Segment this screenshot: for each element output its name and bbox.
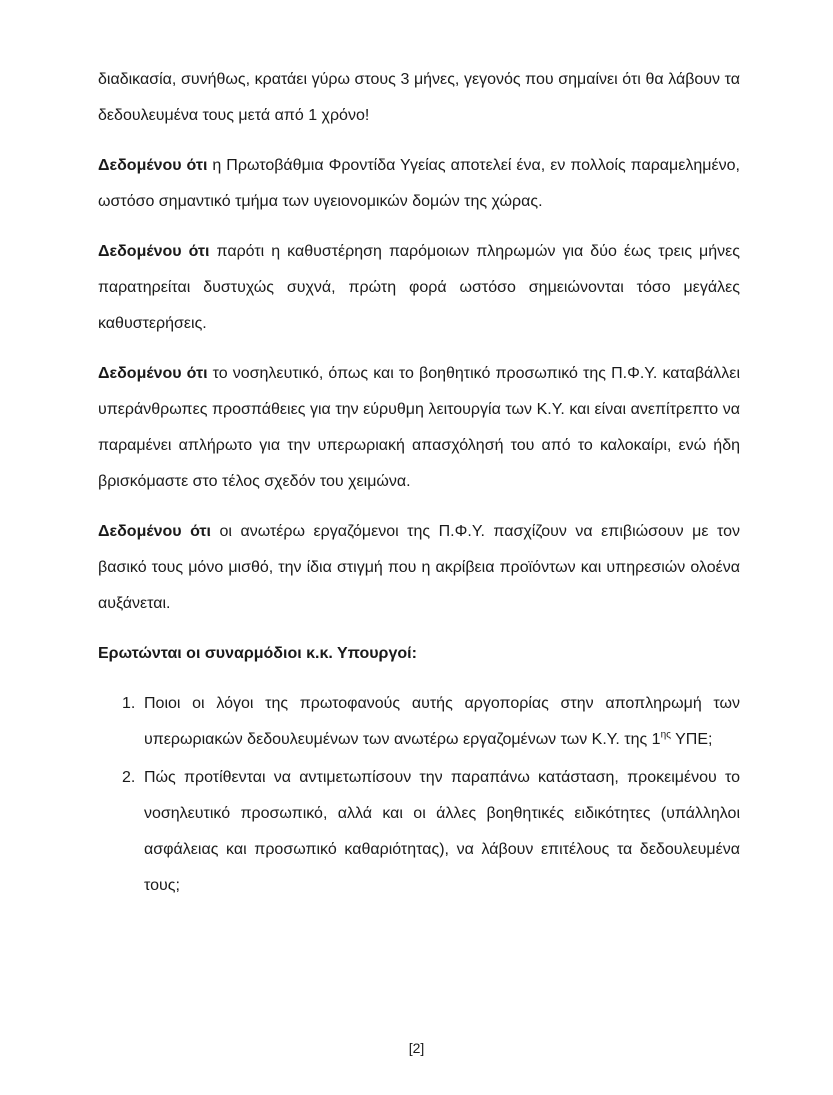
paragraph-staff-efforts (98, 356, 740, 500)
question-text-end: ΥΠΕ; (670, 731, 713, 748)
paragraph-text: οι ανωτέρω εργαζόμενοι της Π.Φ.Υ. πασχίζουν να επιβιώσουν με τον βασικό τους μόνο μισθό, την ίδια στιγμή που η ακρίβεια προϊόντων και υπηρεσιών ολοένα αυξάνεται. (98, 523, 741, 612)
paragraph-cost-of-living (98, 514, 740, 622)
paragraph-lead: Δεδομένου ότι (98, 243, 210, 260)
ordinal-superscript: ης (660, 729, 671, 741)
paragraph-lead: Δεδομένου ότι (98, 157, 208, 174)
question-number: 1. (122, 695, 136, 712)
questions-heading: Ερωτώνται οι συναρμόδιοι κ.κ. Υπουργοί: (98, 645, 417, 662)
question-text: Πώς προτίθενται να αντιμετωπίσουν την παραπάνω κατάσταση, προκειμένου το νοσηλευτικό προσωπικό, αλλά και οι άλλες βοηθητικές ειδικότητες (υπάλληλοι ασφάλειας και προσωπικό καθαριότητας), να λάβουν επιτέλους τα δεδουλευμένα τους; (144, 769, 740, 894)
document-body (98, 62, 740, 906)
opening-text: διαδικασία, συνήθως, κρατάει γύρω στους 3 μήνες, γεγονός που σημαίνει ότι θα λάβουν τα δεδουλευμένα τους μετά από 1 χρόνο! (98, 71, 740, 124)
paragraph-payment-delays (98, 234, 740, 342)
question-item-1 (98, 686, 740, 758)
question-number: 2. (122, 769, 136, 786)
paragraph-text: το νοσηλευτικό, όπως και το βοηθητικό προσωπικό της Π.Φ.Υ. καταβάλλει υπεράνθρωπες προσπάθειες για την εύρυθμη λειτουργία των Κ.Υ. και είναι ανεπίτρεπτο να παραμένει απλήρωτο για την υπερωριακή απασχόλησή του από το καλοκαίρι, ενώ ήδη βρισκόμαστε στο τέλος σχεδόν του χειμώνα. (98, 365, 740, 490)
paragraph-lead: Δεδομένου ότι (98, 523, 211, 540)
opening-paragraph (98, 62, 740, 134)
paragraph-text: η Πρωτοβάθμια Φροντίδα Υγείας αποτελεί ένα, εν πολλοίς παραμελημένο, ωστόσο σημαντικό τμήμα των υγειονομικών δομών της χώρας. (98, 157, 741, 210)
paragraph-text: παρότι η καθυστέρηση παρόμοιων πληρωμών για δύο έως τρεις μήνες παρατηρείται δυστυχώς συχνά, πρώτη φορά ωστόσο σημειώνονται τόσο μεγάλες καθυστερήσεις. (98, 243, 741, 332)
paragraph-lead: Δεδομένου ότι (98, 365, 208, 382)
question-text: Ποιοι οι λόγοι της πρωτοφανούς αυτής αργοπορίας στην αποπληρωμή των υπερωριακών δεδουλευμένων των ανωτέρω εργαζομένων των Κ.Υ. της 1 (144, 695, 740, 748)
questions-list (98, 686, 740, 904)
question-item-2 (98, 760, 740, 904)
paragraph-phc-importance (98, 148, 740, 220)
page-number: [2] (408, 1040, 425, 1056)
